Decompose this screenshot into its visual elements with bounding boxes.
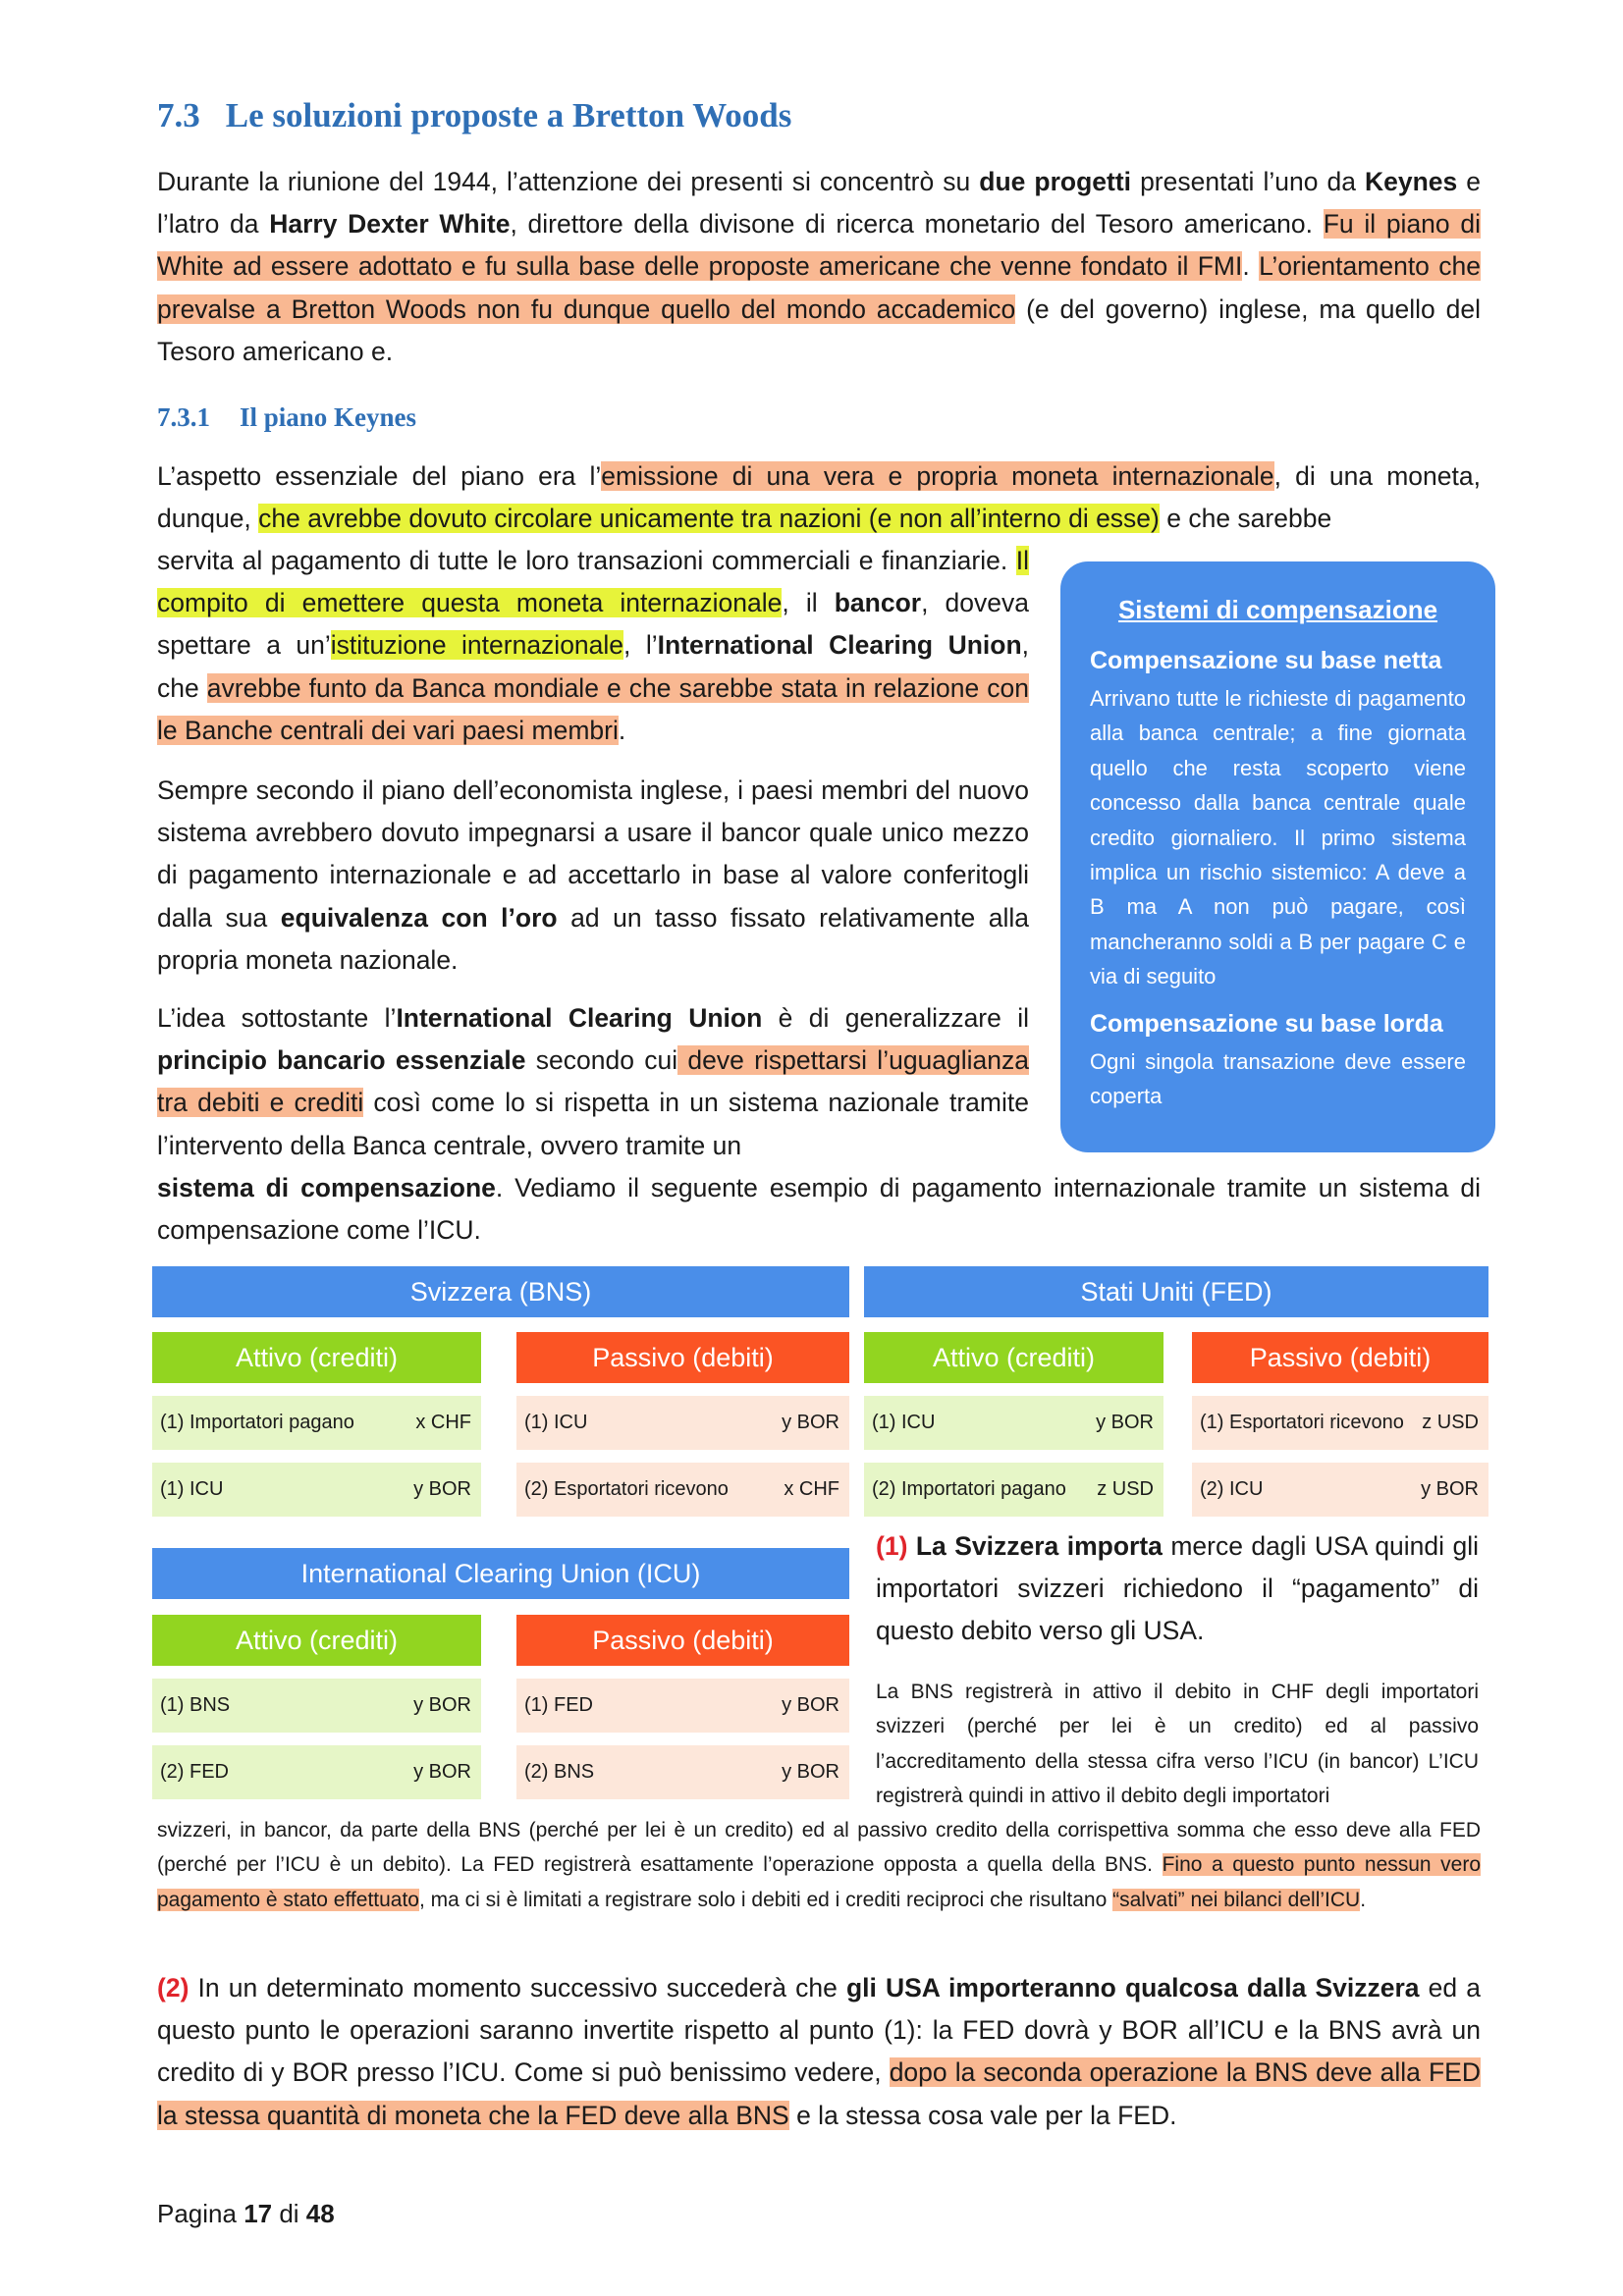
text: svizzeri, in bancor, da parte della BNS (perché per lei è un credito) ed al passivo credito della corrispettiva somma che esso deve alla FED (perché per l’ICU è un debito). La FED registrerà esattamente l’operazione opposta a quella della BNS. [157, 1819, 1481, 1877]
bold-text: Harry Dexter White [269, 209, 511, 240]
table-bns-title: Svizzera (BNS) [152, 1266, 849, 1317]
text: ed a questo punto le operazioni saranno invertite rispetto al punto (1): la FED dovrà y BOR all’ICU e la BNS avrà un credito di y BOR presso l’ICU. Come si può benissimo vedere, [157, 1973, 1482, 2088]
footer-text: Pagina [157, 2199, 244, 2228]
section-heading [157, 96, 791, 135]
table-row [1192, 1396, 1488, 1450]
table-row [516, 1396, 849, 1450]
text: . [618, 715, 626, 745]
example-1-text [876, 1525, 1479, 1653]
highlight-orange: “salvati” nei bilanci dell’ICU [1112, 1888, 1361, 1911]
text: . [1360, 1888, 1367, 1911]
sidebar-gross-text: Ogni singola transazione deve essere coperta [1090, 1048, 1466, 1109]
table-row [864, 1396, 1163, 1450]
section-number: 7.3 [157, 96, 200, 134]
table-icu-title: International Clearing Union (ICU) [152, 1548, 849, 1599]
cell-label: (2) ICU [1200, 1478, 1264, 1500]
text: Durante la riunione del 1944, l’attenzione dei presenti si concentrò su [157, 167, 980, 196]
text: , che [157, 630, 1030, 703]
cell-label: (1) ICU [160, 1478, 224, 1500]
cell-value: y BOR [782, 1412, 839, 1433]
sidebar-net-text: Arrivano tutte le richieste di pagamento alla banca centrale; a fine giornata quello che resta scoperto viene concesso dalla banca centrale quale credito giornaliero. Il primo sistema implica un rischio sistemico: A deve a B ma A non può pagare, così mancheranno soldi a B per pagare C e via di seguito [1090, 686, 1466, 989]
subsection-number: 7.3.1 [157, 402, 210, 432]
cell-value: y BOR [413, 1761, 471, 1783]
text: L’idea sottostante l’ [157, 1003, 397, 1033]
paragraph-keynes-4 [157, 997, 1029, 1167]
table-fed-title: Stati Uniti (FED) [864, 1266, 1488, 1317]
text: merce dagli USA quindi gli importatori svizzeri richiedono il “pagamento” di questo debito verso gli USA. [876, 1531, 1479, 1646]
table-row [516, 1463, 849, 1517]
table-row [152, 1679, 481, 1733]
text: , il [782, 588, 835, 618]
page-footer [157, 2199, 335, 2229]
text: servita al pagamento di tutte le loro transazioni commerciali e finanziarie. [157, 546, 1016, 575]
cell-label: (1) Importatori pagano [160, 1412, 354, 1433]
cell-label: (2) BNS [524, 1761, 595, 1783]
text: così come lo si rispetta in un sistema nazionale tramite l’intervento della Banca centrale, ovvero tramite un [157, 1088, 1029, 1160]
highlight-orange: L’orientamento che prevalse a Bretton Woods non fu dunque quello del mondo accademico [157, 251, 1482, 324]
text: La BNS registrerà in attivo il debito in CHF degli importatori svizzeri (perché per lei è un credito) ed al passivo l’accreditamento della stessa cifra verso l’ICU (in bancor) L’ICU registrerà quindi in attivo il debito degli importatori [876, 1681, 1479, 1808]
cell-value: y BOR [413, 1478, 471, 1500]
bold-text: International Clearing Union [396, 1003, 763, 1033]
bold-text: Keynes [1364, 167, 1458, 196]
sidebar-gross-title: Compensazione su base lorda [1090, 1009, 1443, 1038]
table-row [152, 1745, 481, 1799]
text: , direttore della divisone di ricerca monetario del Tesoro americano. [510, 209, 1324, 240]
bold-text: International Clearing Union [657, 630, 1022, 661]
cell-label: (2) Importatori pagano [872, 1478, 1066, 1500]
sidebar-compensation-box [1060, 561, 1495, 1152]
section-title: Le soluzioni proposte a Bretton Woods [225, 96, 792, 134]
small-text-lower [157, 1813, 1481, 1917]
table-bns-assets-header: Attivo (crediti) [152, 1332, 481, 1383]
cell-label: (2) Esportatori ricevono [524, 1478, 729, 1500]
paragraph-keynes-1 [157, 455, 1481, 540]
table-row [152, 1396, 481, 1450]
highlight-orange: dopo la seconda operazione la BNS deve alla FED la stessa quantità di moneta che la FED deve alla BNS [157, 2057, 1481, 2130]
text: (e del governo) inglese, ma quello del Tesoro americano e. [157, 294, 1482, 366]
highlight-orange: avrebbe funto da Banca mondiale e che sarebbe stata in relazione con le Banche centrali dei vari paesi membri [157, 672, 1029, 745]
page-number: 17 [243, 2199, 273, 2228]
highlight-yellow: che avrebbe dovuto circolare unicamente tra nazioni (e non all’interno di esse) [258, 504, 1160, 534]
bold-text: due progetti [979, 167, 1132, 196]
cell-value: z USD [1097, 1478, 1154, 1500]
bold-text: gli USA importeranno qualcosa dalla Svizzera [845, 1973, 1420, 2002]
table-row [1192, 1463, 1488, 1517]
table-fed-assets-header: Attivo (crediti) [864, 1332, 1163, 1383]
cell-value: y BOR [782, 1694, 839, 1716]
small-text-upper [876, 1675, 1479, 1814]
text: , l’ [623, 630, 658, 661]
highlight-yellow: Il compito di emettere questa moneta internazionale [157, 546, 1029, 618]
highlight-orange: deve rispettarsi l’uguaglianza tra debiti e crediti [157, 1045, 1030, 1118]
bold-text: La Svizzera importa [915, 1531, 1163, 1561]
table-row [516, 1745, 849, 1799]
bold-text: sistema di compensazione [157, 1173, 496, 1202]
cell-value: y BOR [413, 1694, 471, 1716]
paragraph-keynes-2 [157, 540, 1029, 752]
example-marker: (2) [157, 1973, 189, 2002]
cell-value: x CHF [784, 1478, 839, 1500]
table-bns-liabilities-header: Passivo (debiti) [516, 1332, 849, 1383]
text: . [1242, 251, 1260, 282]
text: e che sarebbe [1159, 504, 1332, 534]
text: In un determinato momento successivo succederà che [189, 1973, 846, 2002]
table-row [516, 1679, 849, 1733]
text: . Vediamo il seguente esempio di pagamento internazionale tramite un sistema di compensazione come l’ICU. [157, 1173, 1481, 1246]
text: Sempre secondo il piano dell’economista inglese, i paesi membri del nuovo sistema avrebbero dovuto impegnarsi a usare il bancor quale unico mezzo di pagamento internazionale e ad accettarlo in base al valore conferitogli dalla sua [157, 775, 1029, 933]
highlight-orange: Fino a questo punto nessun vero pagamento è stato effettuato [157, 1853, 1482, 1911]
text: ad un tasso fissato relativamente alla propria moneta nazionale. [157, 902, 1029, 975]
cell-label: (1) BNS [160, 1694, 231, 1716]
text: L’aspetto essenziale del piano era l’ [157, 461, 602, 491]
table-icu-assets-header: Attivo (crediti) [152, 1615, 481, 1666]
subsection-title: Il piano Keynes [240, 402, 417, 432]
text: , ma ci si è limitati a registrare solo i debiti ed i crediti reciproci che risultano [418, 1888, 1113, 1911]
footer-text: di [272, 2199, 306, 2228]
table-fed-liabilities-header: Passivo (debiti) [1192, 1332, 1488, 1383]
cell-value: y BOR [1096, 1412, 1154, 1433]
cell-label: (1) Esportatori ricevono [1200, 1412, 1404, 1433]
text: , doveva spettare a un’ [157, 588, 1029, 661]
text: e la stessa cosa vale per la FED. [788, 2100, 1177, 2130]
cell-value: y BOR [782, 1761, 839, 1783]
example-marker: (1) [876, 1531, 908, 1561]
bold-text: bancor [834, 588, 922, 618]
text: presentati l’uno da [1131, 167, 1365, 196]
cell-label: (2) FED [160, 1761, 229, 1783]
table-row [864, 1463, 1163, 1517]
paragraph-keynes-3 [157, 770, 1029, 982]
text: e l’latro da [157, 167, 1482, 240]
cell-label: (1) ICU [872, 1412, 936, 1433]
highlight-yellow: istituzione internazionale [330, 630, 624, 661]
sidebar-net-title: Compensazione su base netta [1090, 647, 1442, 674]
subsection-heading [157, 402, 416, 433]
cell-value: y BOR [1421, 1478, 1479, 1500]
table-row [152, 1463, 481, 1517]
highlight-orange: Fu il piano di White ad essere adottato e fu sulla base delle proposte americane che venne fondato il FMI [157, 209, 1481, 282]
text: è di generalizzare il [762, 1003, 1030, 1033]
highlight-orange: emissione di una vera e propria moneta internazionale [601, 461, 1274, 491]
paragraph-intro [157, 161, 1481, 373]
bold-text: equivalenza con l’oro [280, 902, 558, 933]
cell-value: x CHF [415, 1412, 471, 1433]
cell-value: z USD [1422, 1412, 1479, 1433]
table-icu-liabilities-header: Passivo (debiti) [516, 1615, 849, 1666]
cell-label: (1) ICU [524, 1412, 588, 1433]
sidebar-title: Sistemi di compensazione [1117, 595, 1438, 624]
paragraph-example-2 [157, 1967, 1481, 2137]
bold-text: principio bancario essenziale [157, 1045, 526, 1076]
paragraph-keynes-5 [157, 1167, 1481, 1252]
text: , di una moneta, dunque, [157, 461, 1481, 534]
page-total: 48 [305, 2199, 335, 2228]
text: secondo cui [525, 1045, 678, 1076]
cell-label: (1) FED [524, 1694, 593, 1716]
